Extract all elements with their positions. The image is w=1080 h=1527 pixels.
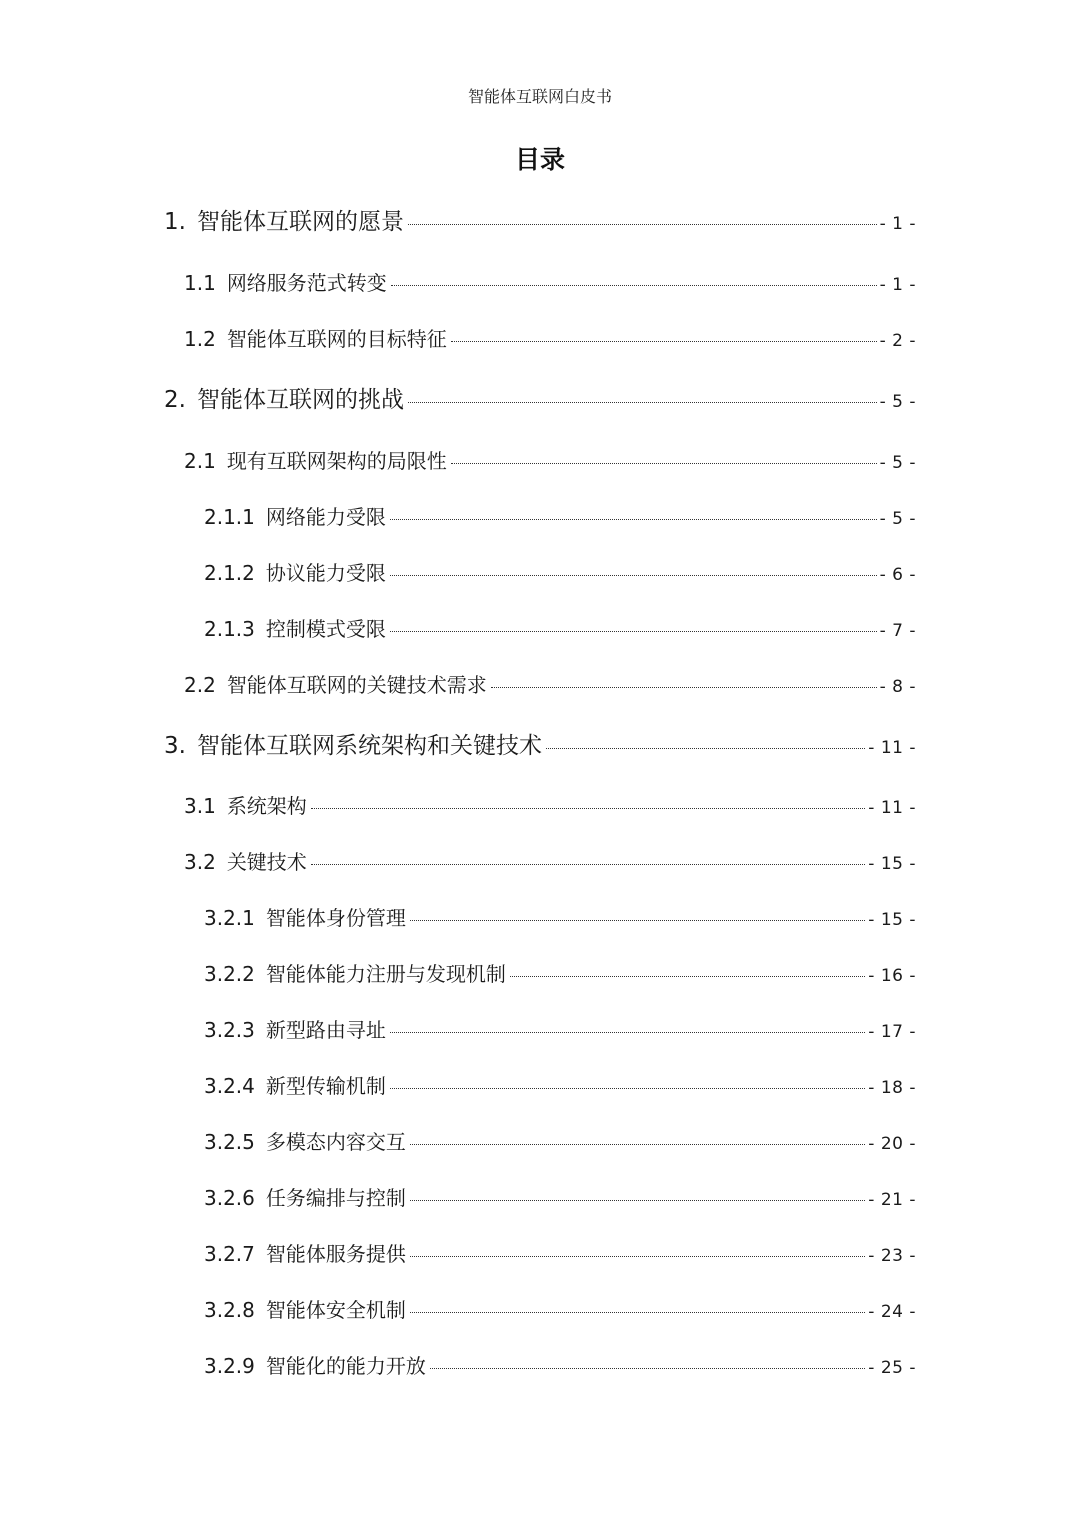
- toc-entry-title: 系统架构: [226, 794, 307, 818]
- toc-entry-page: - 11 -: [868, 738, 916, 758]
- toc-entry-number: 3.2.2: [204, 962, 255, 986]
- toc-entry[interactable]: [164, 381, 916, 414]
- toc-entry[interactable]: [184, 669, 916, 698]
- toc-entry-title: 智能体身份管理: [265, 906, 406, 930]
- dot-leader: [410, 1312, 865, 1313]
- toc-entry-page: - 1 -: [879, 214, 916, 234]
- toc-entry-number: 2.1: [184, 449, 216, 473]
- dot-leader: [410, 1144, 865, 1145]
- dot-leader: [390, 1032, 865, 1033]
- toc-entry-title: 新型路由寻址: [265, 1018, 386, 1042]
- toc-entry-page: - 24 -: [868, 1302, 916, 1322]
- toc-entry-page: - 23 -: [868, 1246, 916, 1266]
- dot-leader: [451, 463, 877, 464]
- toc-entry[interactable]: [204, 613, 916, 642]
- toc-entry-page: - 21 -: [868, 1190, 916, 1210]
- toc-entry-number: 3.2: [184, 850, 216, 874]
- toc-entry-number: 1.1: [184, 271, 216, 295]
- toc-entry-page: - 25 -: [868, 1358, 916, 1378]
- toc-entry-number: 2.1.1: [204, 505, 255, 529]
- toc-entry[interactable]: [204, 902, 916, 931]
- toc-entry-title: 控制模式受限: [265, 617, 386, 641]
- toc-entry-page: - 18 -: [868, 1078, 916, 1098]
- running-header: 智能体互联网白皮书: [467, 87, 612, 106]
- toc-entry[interactable]: [204, 1014, 916, 1043]
- dot-leader: [546, 748, 865, 749]
- dot-leader: [410, 920, 865, 921]
- toc-entry-title: 多模态内容交互: [265, 1130, 406, 1154]
- toc-entry-title: 智能体互联网系统架构和关键技术: [196, 733, 542, 759]
- toc-entry-number: 2.1.3: [204, 617, 255, 641]
- dot-leader: [390, 519, 877, 520]
- dot-leader: [408, 402, 877, 403]
- toc-entry-title: 关键技术: [226, 850, 307, 874]
- toc-entry-title: 智能体互联网的挑战: [196, 387, 404, 413]
- toc-entry[interactable]: [204, 1238, 916, 1267]
- toc-entry-title: 智能化的能力开放: [265, 1354, 426, 1378]
- toc-entry-page: - 16 -: [868, 966, 916, 986]
- toc-entry[interactable]: [204, 1126, 916, 1155]
- dot-leader: [390, 1088, 865, 1089]
- toc-entry-title: 新型传输机制: [265, 1074, 386, 1098]
- toc-entry-page: - 8 -: [879, 677, 916, 697]
- toc-entry-page: - 5 -: [879, 392, 916, 412]
- toc-title: 目录: [514, 145, 565, 174]
- dot-leader: [451, 341, 877, 342]
- dot-leader: [410, 1200, 865, 1201]
- dot-leader: [410, 1256, 865, 1257]
- toc-entry[interactable]: [204, 958, 916, 987]
- dot-leader: [491, 687, 877, 688]
- toc-entry[interactable]: [164, 203, 916, 236]
- toc-entry-number: 3.2.9: [204, 1354, 255, 1378]
- toc-entry-title: 任务编排与控制: [265, 1186, 406, 1210]
- toc-entry[interactable]: [164, 727, 916, 760]
- toc-entry[interactable]: [204, 1070, 916, 1099]
- toc-entry[interactable]: [184, 267, 916, 296]
- toc-entry-number: 2.1.2: [204, 561, 255, 585]
- toc-entry[interactable]: [204, 1294, 916, 1323]
- dot-leader: [430, 1368, 865, 1369]
- toc-entry-title: 智能体互联网的愿景: [196, 209, 404, 235]
- toc-entry-number: 3.2.4: [204, 1074, 255, 1098]
- toc-entry-number: 1.: [164, 209, 186, 235]
- toc-entry-number: 3.2.3: [204, 1018, 255, 1042]
- toc-entry[interactable]: [184, 790, 916, 819]
- toc-entry-number: 3.2.5: [204, 1130, 255, 1154]
- toc-entry[interactable]: [204, 501, 916, 530]
- toc-entry-page: - 6 -: [879, 565, 916, 585]
- toc-entry-page: - 15 -: [868, 910, 916, 930]
- dot-leader: [390, 575, 877, 576]
- toc-entry[interactable]: [184, 323, 916, 352]
- dot-leader: [510, 976, 865, 977]
- toc-entry-page: - 7 -: [879, 621, 916, 641]
- dot-leader: [311, 808, 865, 809]
- toc-entry-number: 3.2.6: [204, 1186, 255, 1210]
- toc-entry-number: 3.2.1: [204, 906, 255, 930]
- toc-entry-title: 现有互联网架构的局限性: [226, 449, 447, 473]
- toc-entry-number: 3.1: [184, 794, 216, 818]
- toc-entry-number: 2.: [164, 387, 186, 413]
- dot-leader: [391, 285, 877, 286]
- toc-entry-number: 1.2: [184, 327, 216, 351]
- toc-entry-number: 3.2.8: [204, 1298, 255, 1322]
- toc-entry-title: 智能体互联网的关键技术需求: [226, 673, 487, 697]
- toc-entry-title: 智能体能力注册与发现机制: [265, 962, 506, 986]
- toc-entry-page: - 15 -: [868, 854, 916, 874]
- toc-entry[interactable]: [204, 557, 916, 586]
- toc-entry-title: 协议能力受限: [265, 561, 386, 585]
- toc-entry-title: 智能体服务提供: [265, 1242, 406, 1266]
- toc-entry-title: 智能体互联网的目标特征: [226, 327, 447, 351]
- toc-entry-number: 2.2: [184, 673, 216, 697]
- toc-entry-number: 3.: [164, 733, 186, 759]
- toc-entry-page: - 11 -: [868, 798, 916, 818]
- toc-entry[interactable]: [204, 1350, 916, 1379]
- toc-entry-title: 网络能力受限: [265, 505, 386, 529]
- toc-entry-number: 3.2.7: [204, 1242, 255, 1266]
- toc-entry-page: - 20 -: [868, 1134, 916, 1154]
- toc-entry-title: 智能体安全机制: [265, 1298, 406, 1322]
- toc-entry[interactable]: [204, 1182, 916, 1211]
- toc-entry-page: - 17 -: [868, 1022, 916, 1042]
- toc-entry[interactable]: [184, 846, 916, 875]
- toc-entry-page: - 1 -: [879, 275, 916, 295]
- toc-entry-page: - 5 -: [879, 509, 916, 529]
- toc-entry-page: - 2 -: [879, 331, 916, 351]
- toc-entry-page: - 5 -: [879, 453, 916, 473]
- dot-leader: [408, 224, 877, 225]
- dot-leader: [311, 864, 865, 865]
- toc-entry[interactable]: [184, 445, 916, 474]
- dot-leader: [390, 631, 877, 632]
- toc-entry-title: 网络服务范式转变: [226, 271, 387, 295]
